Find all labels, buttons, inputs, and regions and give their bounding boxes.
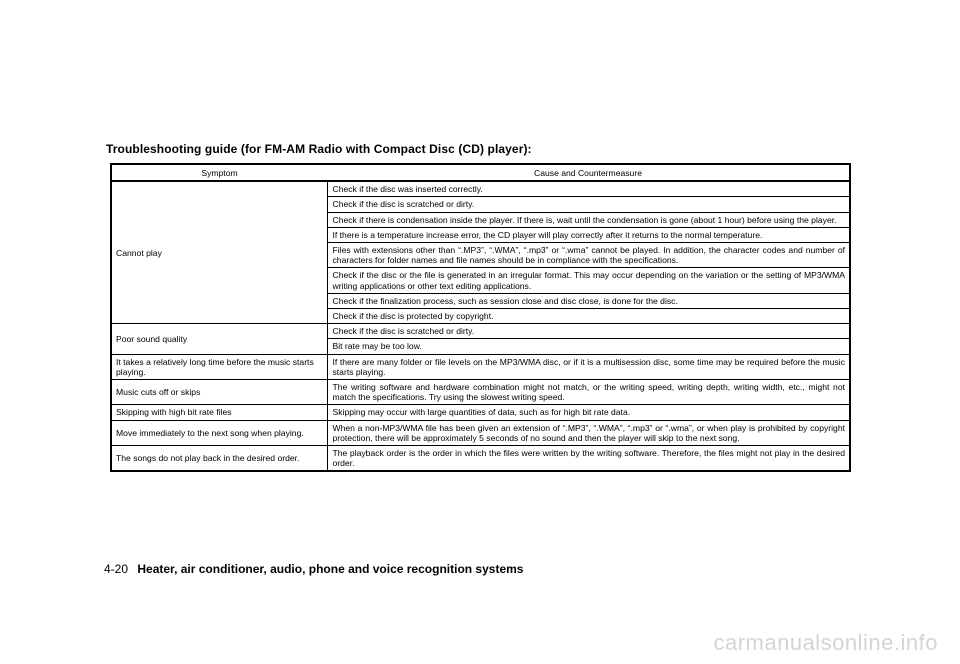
cause-cell: Check if the disc is protected by copyright. xyxy=(327,309,849,324)
cause-cell: When a non-MP3/WMA file has been given an extension of “.MP3”, “.WMA”, “.mp3” or “.wma”, or when play is prohibited by copyright protection, there will be approximately 5 seconds of no sound and then the player will skip to the next song. xyxy=(327,420,849,445)
chapter-title: Heater, air conditioner, audio, phone and voice recognition systems xyxy=(137,562,524,576)
table-row xyxy=(112,446,849,471)
page-title: Troubleshooting guide (for FM-AM Radio with Compact Disc (CD) player): xyxy=(106,142,532,156)
cause-cell: The writing software and hardware combination might not match, or the writing speed, writing depth, writing width, etc., might not match the specifications. Try using the slowest writing speed. xyxy=(327,380,849,405)
table-header-row xyxy=(112,165,849,181)
symptom-cell: It takes a relatively long time before the music starts playing. xyxy=(112,354,327,379)
troubleshooting-table xyxy=(110,163,851,472)
cause-header: Cause and Countermeasure xyxy=(327,165,849,181)
page-number: 4-20 xyxy=(104,562,129,576)
symptom-cell: Skipping with high bit rate files xyxy=(112,405,327,420)
symptom-header: Symptom xyxy=(112,165,327,181)
cause-cell: Check if there is condensation inside the player. If there is, wait until the condensation is gone (about 1 hour) before using the player. xyxy=(327,212,849,227)
cause-cell: Files with extensions other than “.MP3”, “.WMA”, “.mp3” or “.wma” cannot be played. In addition, the character codes and number of characters for folder names and file names should be in compliance with the specifications. xyxy=(327,243,849,268)
cause-cell: Check if the finalization process, such as session close and disc close, is done for the disc. xyxy=(327,293,849,308)
cause-cell: The playback order is the order in which the files were written by the writing software. Therefore, the files might not play in the desired order. xyxy=(327,446,849,471)
table-body xyxy=(112,181,849,470)
cause-cell: Check if the disc is scratched or dirty. xyxy=(327,197,849,212)
watermark: carmanualsonline.info xyxy=(713,630,938,655)
table-row xyxy=(112,181,849,197)
page-footer xyxy=(104,562,523,576)
cause-cell: If there is a temperature increase error, the CD player will play correctly after it returns to the normal temperature. xyxy=(327,227,849,242)
table-row xyxy=(112,354,849,379)
table-row xyxy=(112,380,849,405)
symptom-cell: Move immediately to the next song when playing. xyxy=(112,420,327,445)
symptom-cell: Cannot play xyxy=(112,181,327,324)
cause-cell: Check if the disc is scratched or dirty. xyxy=(327,324,849,339)
symptom-cell: The songs do not play back in the desired order. xyxy=(112,446,327,471)
cause-cell: Bit rate may be too low. xyxy=(327,339,849,354)
cause-cell: Skipping may occur with large quantities of data, such as for high bit rate data. xyxy=(327,405,849,420)
symptom-cell: Music cuts off or skips xyxy=(112,380,327,405)
table-row xyxy=(112,405,849,420)
cause-cell: If there are many folder or file levels on the MP3/WMA disc, or if it is a multisession disc, some time may be required before the music starts playing. xyxy=(327,354,849,379)
symptom-cell: Poor sound quality xyxy=(112,324,327,354)
table-row xyxy=(112,420,849,445)
cause-cell: Check if the disc or the file is generated in an irregular format. This may occur depending on the variation or the setting of MP3/WMA writing applications or other text editing applications. xyxy=(327,268,849,293)
table-row xyxy=(112,324,849,339)
cause-cell: Check if the disc was inserted correctly. xyxy=(332,184,483,195)
